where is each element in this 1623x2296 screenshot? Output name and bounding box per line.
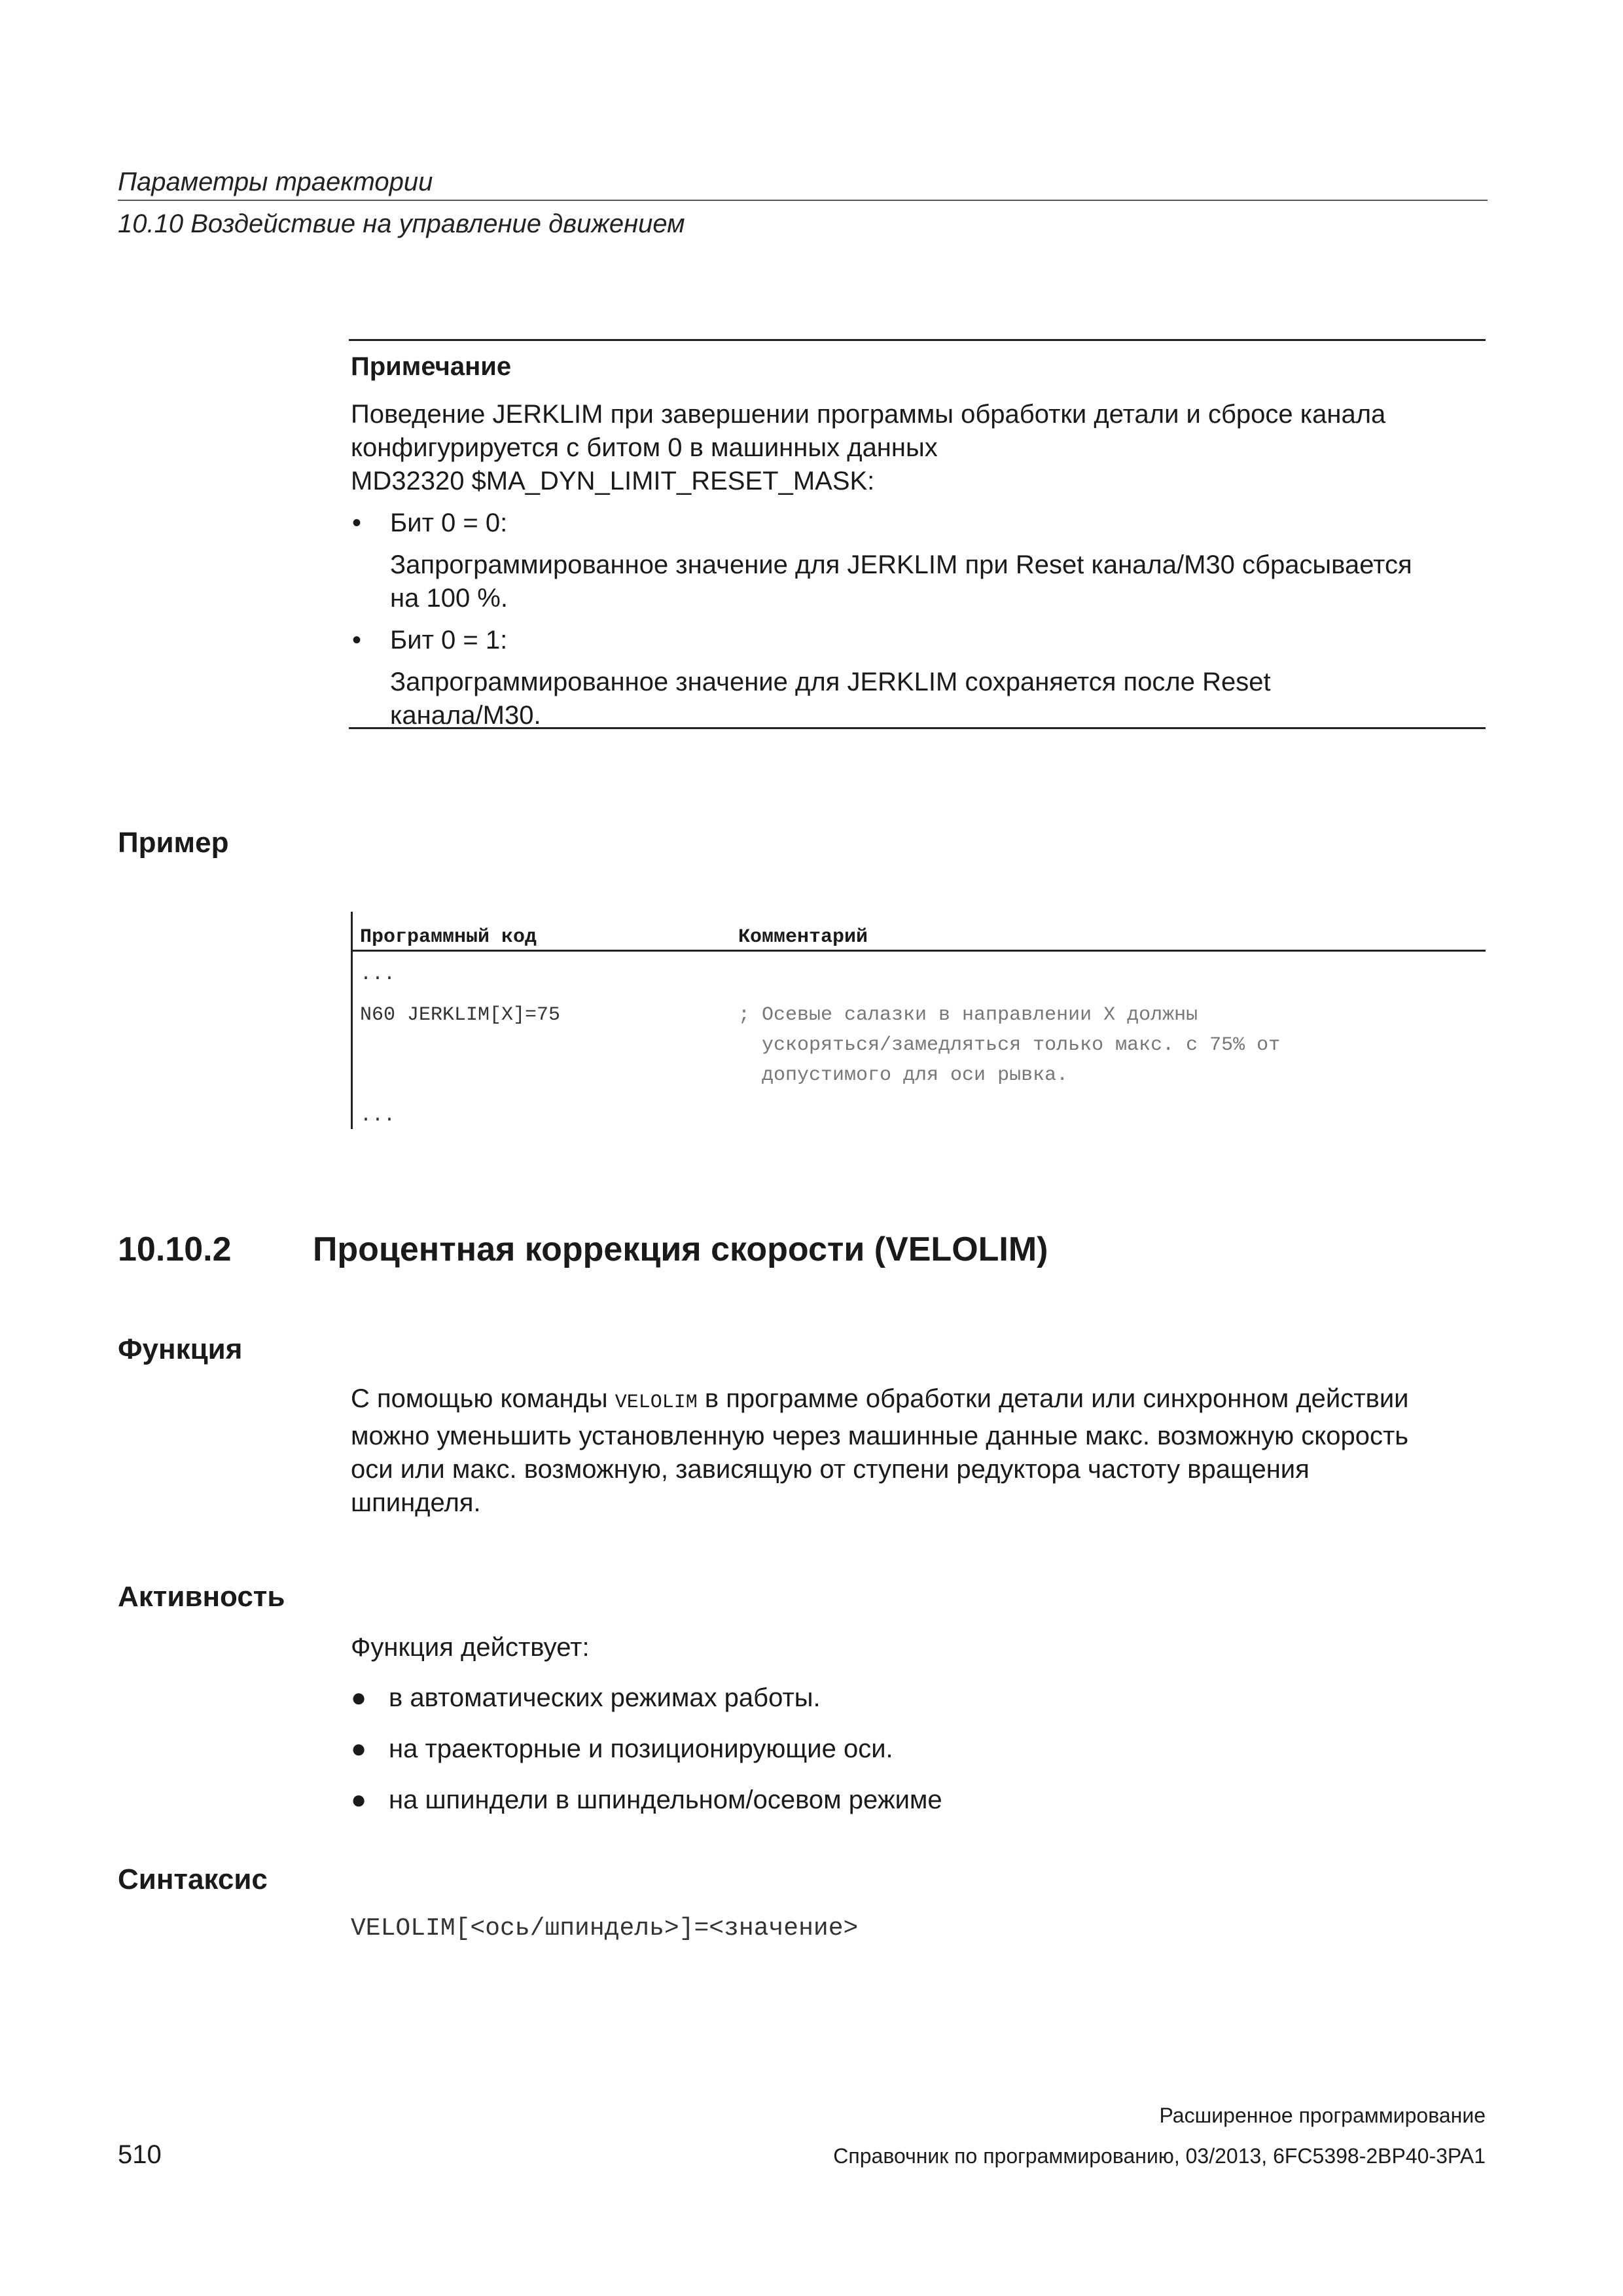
note-intro-line2: конфигурируется с битом 0 в машинных данных xyxy=(351,433,938,462)
code-comment-line: ускоряться/замедляться только макс. с 75% от xyxy=(738,1034,1281,1056)
running-header-chapter: Параметры траектории xyxy=(118,168,433,196)
code-line: ... xyxy=(360,963,396,986)
function-line1: С помощью команды VELOLIM в программе обработки детали или синхронном действии xyxy=(351,1384,1409,1414)
bullet-icon: ● xyxy=(351,1683,367,1712)
bullet-icon: ● xyxy=(351,1785,367,1814)
list-item: ● на траекторные и позиционирующие оси. xyxy=(351,1734,893,1763)
note-top-rule xyxy=(349,339,1486,341)
note-title: Примечание xyxy=(351,352,512,381)
running-header-section: 10.10 Воздействие на управление движением xyxy=(118,209,685,238)
note-item-text-line1: Запрограммированное значение для JERKLIM сохраняется после Reset xyxy=(390,668,1271,696)
header-rule xyxy=(118,200,1488,201)
note-item-label: Бит 0 = 1: xyxy=(390,626,508,655)
note-item-text-line2: канала/M30. xyxy=(390,701,541,730)
syntax-code: VELOLIM[<ось/шпиндель>]=<значение> xyxy=(351,1914,859,1943)
function-line2: можно уменьшить установленную через машинные данные макс. возможную скорость xyxy=(351,1422,1409,1450)
list-item: ● в автоматических режимах работы. xyxy=(351,1683,821,1712)
code-comment-line: допустимого для оси рывка. xyxy=(738,1064,1069,1086)
footer-manual-info: Справочник по программированию, 03/2013, 6FC5398-2BP40-3PA1 xyxy=(833,2144,1486,2168)
footer-book-title: Расширенное программирование xyxy=(1159,2104,1486,2127)
activity-intro: Функция действует: xyxy=(351,1633,590,1662)
subsection-title: Процентная коррекция скорости (VELOLIM) xyxy=(313,1230,1048,1268)
note-intro-line3: MD32320 $MA_DYN_LIMIT_RESET_MASK: xyxy=(351,467,875,495)
code-line: N60 JERKLIM[X]=75 xyxy=(360,1004,561,1026)
function-line4: шпинделя. xyxy=(351,1488,481,1517)
subsection-number: 10.10.2 xyxy=(118,1230,232,1268)
function-paragraph xyxy=(351,1382,1486,1520)
page-number: 510 xyxy=(118,2140,162,2169)
inline-code: VELOLIM xyxy=(615,1391,698,1414)
list-item: ● на шпиндели в шпиндельном/осевом режиме xyxy=(351,1785,942,1814)
code-line: ... xyxy=(360,1105,396,1127)
bullet-icon: • xyxy=(352,626,362,655)
syntax-heading: Синтаксис xyxy=(118,1863,268,1895)
function-heading: Функция xyxy=(118,1333,243,1365)
bullet-icon: • xyxy=(352,509,362,537)
note-list-item xyxy=(351,624,1483,732)
code-comment-line: ; Осевые салазки в направлении X должны xyxy=(738,1004,1198,1026)
code-column-header: Программный код xyxy=(360,926,537,948)
function-line3: оси или макс. возможную, зависящую от ступени редуктора частоту вращения xyxy=(351,1455,1310,1484)
note-list-item xyxy=(351,507,1483,615)
note-bottom-rule xyxy=(349,727,1486,729)
comment-column-header: Комментарий xyxy=(738,926,868,948)
note-intro-line1: Поведение JERKLIM при завершении программы обработки детали и сбросе канала xyxy=(351,400,1386,429)
code-table-header-rule xyxy=(351,950,1486,952)
note-item-text-line1: Запрограммированное значение для JERKLIM при Reset канала/M30 сбрасывается xyxy=(390,550,1412,579)
code-table-left-rule xyxy=(351,912,353,1129)
activity-heading: Активность xyxy=(118,1581,285,1613)
note-item-text-line2: на 100 %. xyxy=(390,584,508,613)
note-item-label: Бит 0 = 0: xyxy=(390,509,508,537)
note-body xyxy=(351,398,1483,732)
example-heading: Пример xyxy=(118,827,229,859)
bullet-icon: ● xyxy=(351,1734,367,1763)
